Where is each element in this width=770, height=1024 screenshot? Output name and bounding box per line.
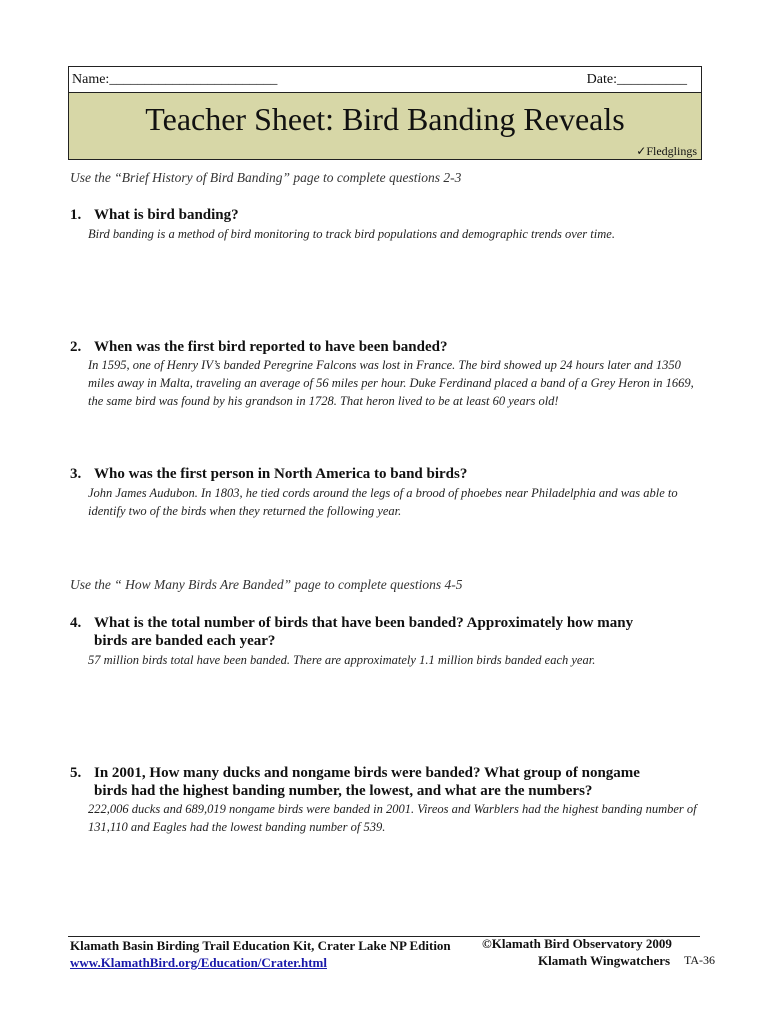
footer-copyright: ©Klamath Bird Observatory 2009 [482, 936, 672, 951]
name-field[interactable]: Name:________________________ [72, 72, 278, 87]
question-text: What is the total number of birds that have been banded? Approximately how many [94, 615, 634, 631]
question-1 [70, 206, 700, 224]
question-text-continued: birds are banded each year? [94, 633, 276, 649]
question-number: 2. [70, 339, 82, 355]
question-5 [70, 764, 700, 800]
header-box [68, 66, 702, 160]
question-number: 1. [70, 207, 82, 223]
answer-2: In 1595, one of Henry IV’s banded Peregrine Falcons was lost in France. The bird showed up 24 hours later and 1350 miles away in Malta, traveling an average of 56 miles per hour. Duke Ferdinand placed a band of a Grey Heron in 1669, the same bird was found by his grandson in 1728. That heron lived to be at least 60 years old! [88, 358, 694, 408]
footer-link[interactable]: www.KlamathBird.org/Education/Crater.html [70, 955, 327, 970]
name-date-row [69, 67, 701, 93]
question-text: What is bird banding? [94, 207, 239, 223]
question-text: In 2001, How many ducks and nongame birds were banded? What group of nongame [94, 765, 640, 781]
level-badge: ✓Fledglings [636, 144, 697, 158]
answer-4: 57 million birds total have been banded. There are approximately 1.1 million birds banded each year. [88, 653, 596, 667]
answer-3: John James Audubon. In 1803, he tied cords around the legs of a brood of phoebes near Philadelphia and was able to identify two of the birds when they returned the following year. [88, 486, 678, 518]
page-title: Teacher Sheet: Bird Banding Reveals [145, 101, 625, 137]
question-text-continued: birds had the highest banding number, the lowest, and what are the numbers? [94, 783, 593, 799]
question-number: 3. [70, 466, 82, 482]
question-2 [70, 338, 700, 356]
footer-org: Klamath Wingwatchers [538, 953, 671, 968]
question-3 [70, 465, 700, 483]
instruction-2: Use the “ How Many Birds Are Banded” page to complete questions 4-5 [70, 577, 463, 592]
question-number: 4. [70, 615, 82, 631]
instruction-1: Use the “Brief History of Bird Banding” page to complete questions 2-3 [70, 170, 462, 185]
footer-link-wrap [70, 955, 327, 971]
question-number: 5. [70, 765, 82, 781]
title-band [69, 93, 701, 159]
answer-5: 222,006 ducks and 689,019 nongame birds were banded in 2001. Vireos and Warblers had the highest banding number of 131,110 and Eagles had the lowest banding number of 539. [88, 802, 697, 834]
question-4 [70, 614, 700, 650]
date-field[interactable]: Date:__________ [586, 72, 687, 87]
answer-1: Bird banding is a method of bird monitoring to track bird populations and demographic trends over time. [88, 227, 615, 241]
page-number: TA-36 [684, 953, 716, 967]
footer-kit-title: Klamath Basin Birding Trail Education Kit, Crater Lake NP Edition [70, 938, 451, 953]
question-text: Who was the first person in North America to band birds? [94, 466, 468, 482]
question-text: When was the first bird reported to have been banded? [94, 339, 448, 355]
